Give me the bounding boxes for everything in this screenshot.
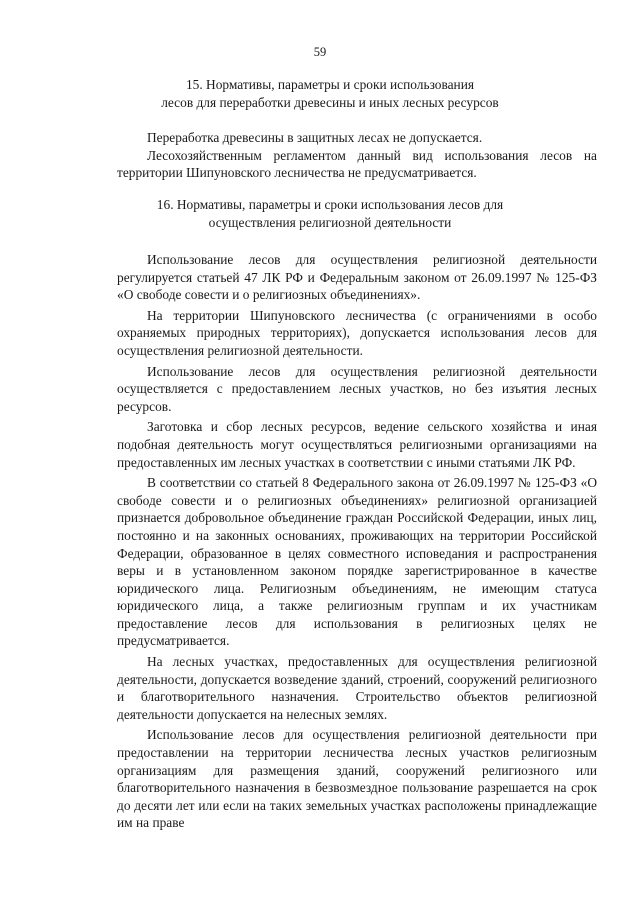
- section-15-title-line-2: лесов для переработки древесины и иных лесных ресурсов: [161, 95, 499, 110]
- section-15-title-line-1: 15. Нормативы, параметры и сроки использования: [185, 77, 475, 92]
- section-16-title-line-2: осуществления религиозной деятельности: [208, 215, 452, 230]
- paragraph: Переработка древесины в защитных лесах не допускается.: [147, 130, 483, 145]
- section-15-body: [117, 129, 597, 182]
- section-15-heading: [100, 76, 560, 112]
- paragraph: Лесохозяйственным регламентом данный вид использования лесов на территории Шипуновского лесничества не предусматривается.: [117, 147, 597, 181]
- paragraph: На лесных участках, предоставленных для осуществления религиозной деятельности, допускается возведение зданий, строений, сооружений религиозного и благотворительного назначения. Строительство объектов религиозной деятельности допускается на нелесных землях.: [117, 654, 597, 722]
- paragraph: На территории Шипуновского лесничества (с ограничениями в особо охраняемых природных территориях), допускается использования лесов для осуществления религиозной деятельности.: [117, 307, 597, 358]
- paragraph: Использование лесов для осуществления религиозной деятельности при предоставлении на территории лесничества лесных участков религиозным организациям для размещения зданий, сооружений религиозного или благотворительного назначения в безвозмездное пользование разрешается на срок до десяти лет или если на таких земельных участках расположены принадлежащие им на праве: [117, 727, 597, 831]
- paragraph: Использование лесов для осуществления религиозной деятельности регулируется статьей 47 ЛК РФ и Федеральным законом от 26.09.1997 № 125-ФЗ «О свободе совести и о религиозных объединениях».: [117, 252, 597, 303]
- section-16-body: [117, 251, 597, 832]
- paragraph: Заготовка и сбор лесных ресурсов, ведение сельского хозяйства и иная подобная деятельность могут осуществляться религиозными организациями на предоставленных им лесных участках в соответствии с иными статьями ЛК РФ.: [117, 419, 597, 470]
- page-number: 59: [313, 45, 327, 59]
- section-16-title-line-1: 16. Нормативы, параметры и сроки использования лесов для: [156, 197, 504, 212]
- paragraph: Использование лесов для осуществления религиозной деятельности осуществляется с предоставлением лесных участков, но без изъятия лесных ресурсов.: [117, 363, 597, 414]
- section-16-heading: [100, 196, 560, 232]
- paragraph: В соответствии со статьей 8 Федерального закона от 26.09.1997 № 125-ФЗ «О свободе совести и о религиозных объединениях» религиозной организацией признается добровольное объединение граждан Российской Федерации, иных лиц, постоянно и на законных основаниях, проживающих на территории Российской Федерации, образованное в целях совместного исповедания и распространения веры и в установленном законом порядке зарегистрированное в качестве юридического лица. Религиозным объединениям, не имеющим статуса юридического лица, а также религиозным группам и их участникам предоставление лесов для использования в религиозных целях не предусматривается.: [117, 475, 597, 649]
